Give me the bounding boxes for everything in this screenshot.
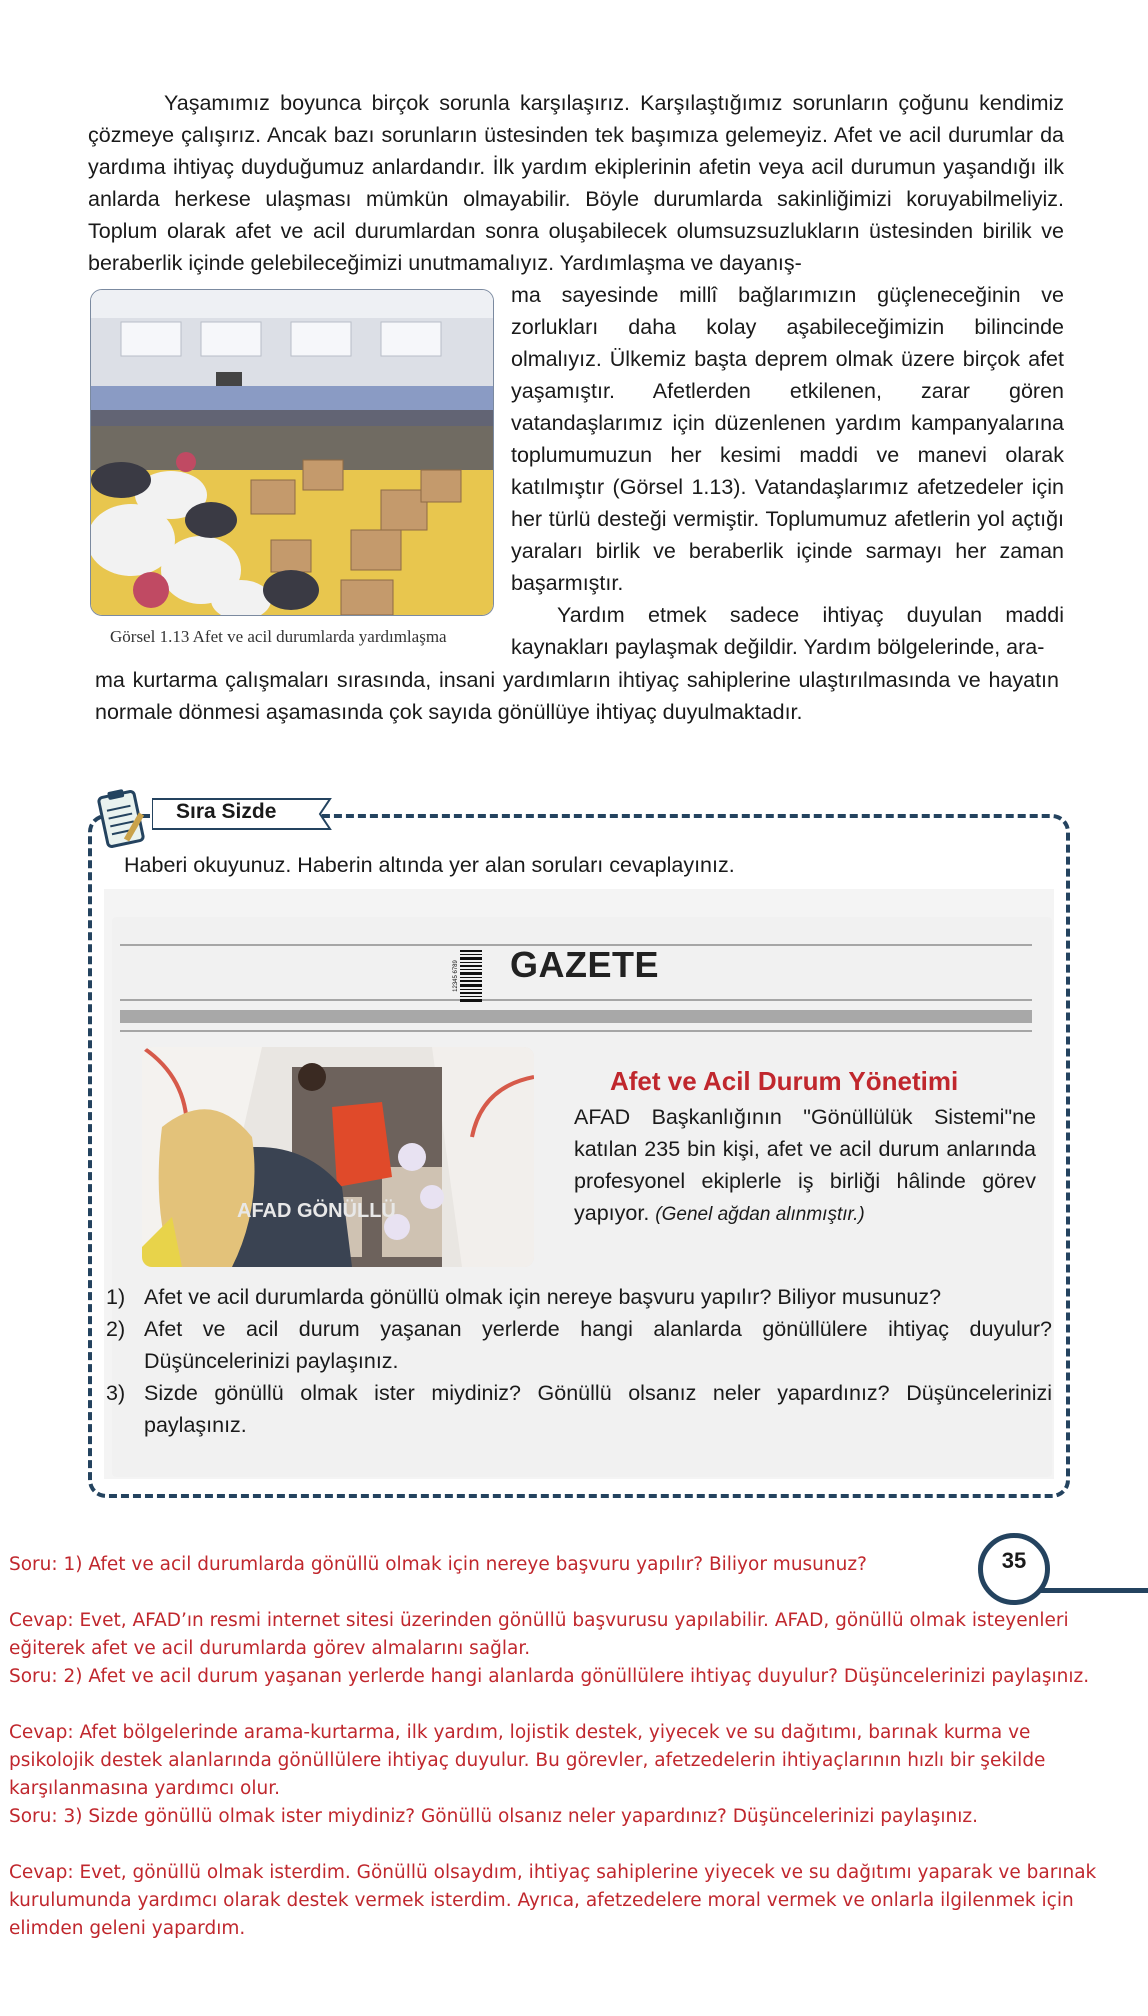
- question-item: [106, 1281, 1052, 1313]
- figure-caption: Görsel 1.13 Afet ve acil durumlarda yardımlaşma: [110, 627, 447, 646]
- answer-3: Cevap: Evet, gönüllü olmak isterdim. Gönüllü olsaydım, ihtiyaç sahiplerine yiyecek ve su dağıtımı yaparak ve barınak kurulumunda yardımcı olarak destek vermek isterdim. Ayrıca, afetzedelere moral vermek ve onlarla ilgilenmek için elimden geleni yapardım.: [9, 1862, 1097, 1939]
- barcode-icon: [452, 950, 482, 1002]
- news-body-text: AFAD Başkanlığının "Gönüllülük Sistemi"ne katılan 235 bin kişi, afet ve acil durum anlarında profesyonel ekiplerle iş birliği hâlinde görev yapıyor.: [574, 1105, 1036, 1225]
- barcode-number: 12345 6789: [453, 960, 459, 992]
- question-number: 1): [106, 1285, 126, 1309]
- answer-question-3: Soru: 3) Sizde gönüllü olmak ister miydiniz? Gönüllü olsanız neler yapardınız? Düşüncelerinizi paylaşınız.: [9, 1806, 978, 1827]
- answer-2: Cevap: Afet bölgelerinde arama-kurtarma, ilk yardım, lojistik destek, yiyecek ve su dağıtımı, barınak kurma ve psikolojik destek alanlarında gönüllülere ihtiyaç duyulur. Bu görevler, afetzedelerin ihtiyaçlarının hızlı bir şekilde karşılanmasına yardımcı olur.: [9, 1722, 1046, 1799]
- afad-volunteer-illustration: [142, 1047, 534, 1267]
- intro-text: Yaşamımız boyunca birçok sorunla karşılaşırız. Karşılaştığımız sorunların çoğunu kendimiz çözmeye çalışırız. Ancak bazı sorunların üstesinden tek başımıza gelemeyiz. Afet ve acil durumlar da yardıma ihtiyaç duyduğumuz anlardandır. İlk yardım ekiplerinin afetin veya acil durumun yaşandığı ilk anlarda herkese ulaşması mümkün olmayabilir. Böyle durumlarda sakinliğimizi koruyabilmeliyiz. Toplum olarak afet ve acil durumlardan sonra oluşabilecek olumsuzsuzlukların üstesinden birilik ve beraberlik içinde gelebileceğimizi unutmamalıyız. Yardımlaşma ve dayanış-: [88, 91, 1064, 275]
- question-number: 3): [106, 1381, 126, 1405]
- newspaper-bottom-rule: [120, 1030, 1032, 1032]
- answer-question-2: Soru: 2) Afet ve acil durum yaşanan yerlerde hangi alanlarda gönüllülere ihtiyaç duyulur? Düşüncelerinizi paylaşınız.: [9, 1666, 1090, 1687]
- tail-paragraph: [95, 664, 1059, 728]
- question-text: Sizde gönüllü olmak ister miydiniz? Gönüllü olsanız neler yapardınız? Düşüncelerinizi paylaşınız.: [144, 1381, 1052, 1437]
- vest-text: AFAD GÖNÜLLÜ: [237, 1200, 396, 1222]
- question-item: [106, 1313, 1052, 1377]
- wrapped-text-1: ma sayesinde millî bağlarımızın güçleneceğinin ve zorlukları daha kolay aşabileceğimizin bilincinde olmalıyız. Ülkemiz başta deprem olmak üzere birçok afet yaşamıştır. Afetlerden etkilenen, zarar gören vatandaşlarımız için düzenlenen yardım kampanyalarına toplumumuzun her kesimi maddi ve manevi olarak katılmıştır (Görsel 1.13). Vatandaşlarımız afetzedeler için her türlü desteği vermiştir. Toplumumuz afetlerin yol açtığı yaraları birlik ve beraberlik içinde sarmayı her zaman başarmıştır.: [511, 283, 1064, 595]
- question-number: 2): [106, 1317, 126, 1341]
- activity-instruction: Haberi okuyunuz. Haberin altında yer alan soruları cevaplayınız.: [124, 853, 735, 877]
- question-text: Afet ve acil durumlarda gönüllü olmak için nereye başvuru yapılır? Biliyor musunuz?: [144, 1285, 942, 1309]
- news-body: [574, 1101, 1036, 1231]
- newspaper-name: GAZETE: [510, 944, 660, 985]
- tail-text: ma kurtarma çalışmaları sırasında, insani yardımların ihtiyaç sahiplerine ulaştırılmasında ve hayatın normale dönmesi aşamasında çok sayıda gönüllüye ihtiyaç duyulmaktadır.: [95, 668, 1059, 724]
- newspaper-thick-rule: [120, 1010, 1032, 1023]
- afad-volunteer-photo: [142, 1047, 534, 1267]
- aid-hall-photo: [90, 289, 494, 616]
- question-text: Afet ve acil durum yaşanan yerlerde hangi alanlarda gönüllülere ihtiyaç duyulur? Düşüncelerinizi paylaşınız.: [144, 1317, 1052, 1373]
- question-item: [106, 1377, 1052, 1441]
- answers-section: [9, 1551, 1109, 1943]
- activity-label: [152, 797, 342, 831]
- wrapped-text-2: Yardım etmek sadece ihtiyaç duyulan maddi kaynakları paylaşmak değildir. Yardım bölgelerinde, ara-: [511, 603, 1064, 659]
- question-list: [106, 1281, 1052, 1441]
- clipboard-icon: [93, 784, 149, 850]
- news-source: (Genel ağdan alınmıştır.): [655, 1204, 865, 1225]
- activity-label-text: Sıra Sizde: [176, 800, 277, 823]
- newspaper-rule: [120, 999, 1032, 1001]
- page-number: 35: [1001, 1548, 1027, 1573]
- answer-question-1: Soru: 1) Afet ve acil durumlarda gönüllü olmak için nereye başvuru yapılır? Biliyor musunuz?: [9, 1554, 867, 1575]
- wrapped-paragraph: [511, 279, 1064, 663]
- answer-1: Cevap: Evet, AFAD’ın resmi internet sitesi üzerinden gönüllü başvurusu yapılabilir. AFAD, gönüllü olmak isteyenleri eğiterek afet ve acil durumlarda görev almalarını sağlar.: [9, 1610, 1069, 1659]
- aid-hall-illustration: [91, 290, 493, 615]
- intro-paragraph: [88, 87, 1064, 279]
- news-headline: Afet ve Acil Durum Yönetimi: [610, 1066, 959, 1096]
